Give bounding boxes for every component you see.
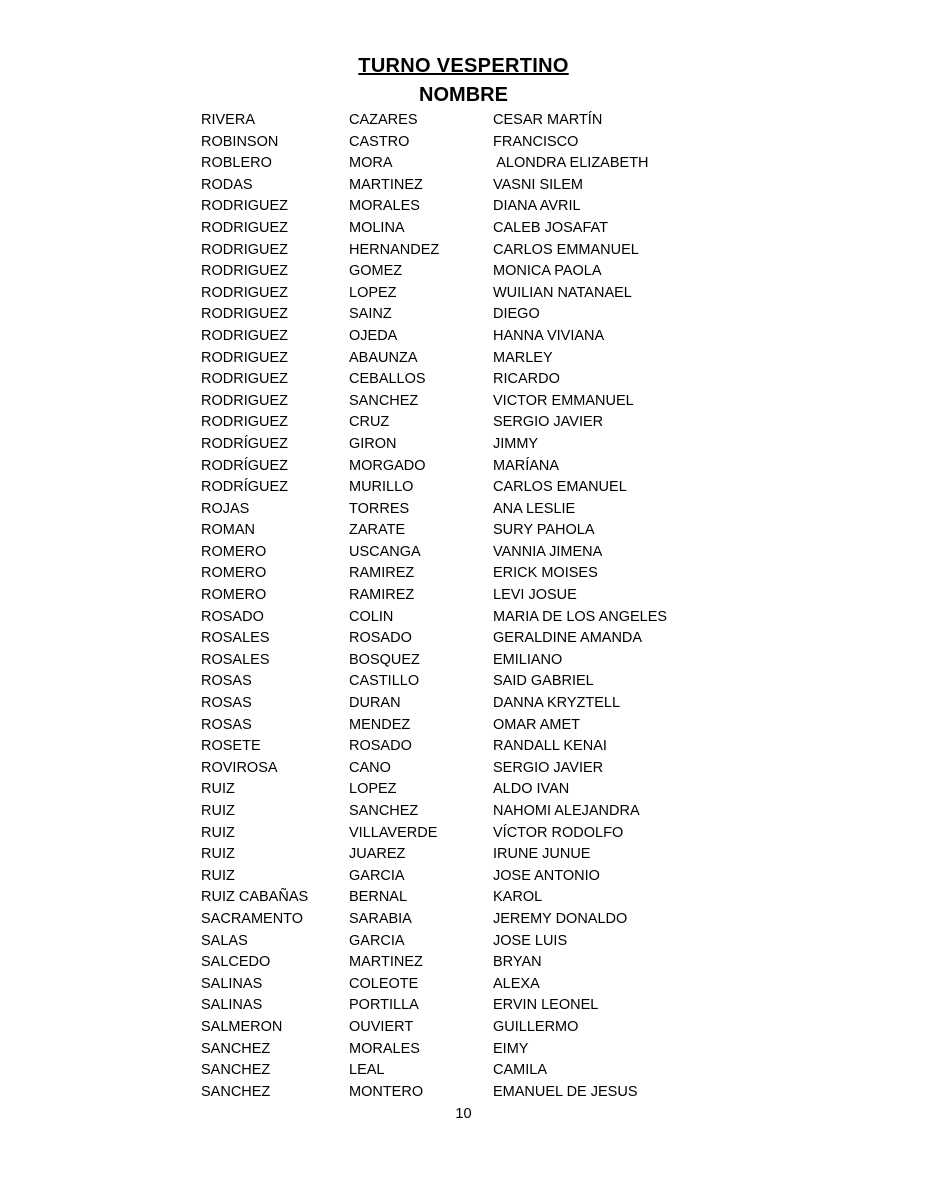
first-surname: ROSADO (201, 608, 264, 625)
given-names: GERALDINE AMANDA (493, 630, 643, 647)
given-names: VICTOR EMMANUEL (493, 392, 634, 409)
second-surname: LEAL (349, 1062, 385, 1079)
given-names: FRANCISCO (493, 133, 579, 150)
list-item (201, 520, 741, 542)
given-names: MARLEY (493, 349, 553, 366)
second-surname: SAINZ (349, 306, 392, 323)
first-surname: SANCHEZ (201, 1062, 271, 1079)
second-surname: GIRON (349, 435, 397, 452)
first-surname: ROSETE (201, 738, 261, 755)
first-surname: RODRIGUEZ (201, 327, 288, 344)
first-surname: ROSALES (201, 630, 270, 647)
second-surname: MURILLO (349, 479, 414, 496)
first-surname: RODRIGUEZ (201, 284, 288, 301)
second-surname: ROSADO (349, 738, 412, 755)
given-names: DANNA KRYZTELL (493, 695, 621, 712)
list-item (201, 1039, 741, 1061)
second-surname: OJEDA (349, 327, 398, 344)
first-surname: ROSAS (201, 695, 252, 712)
second-surname: RAMIREZ (349, 587, 415, 604)
second-surname: MOLINA (349, 219, 405, 236)
given-names: CALEB JOSAFAT (493, 219, 608, 236)
first-surname: RODRIGUEZ (201, 414, 288, 431)
list-item (201, 348, 741, 370)
given-names: SURY PAHOLA (493, 522, 595, 539)
first-surname: RODRIGUEZ (201, 263, 288, 280)
second-surname: GARCIA (349, 867, 405, 884)
given-names: ALEXA (493, 975, 540, 992)
first-surname: RODRIGUEZ (201, 349, 288, 366)
given-names: IRUNE JUNUE (493, 846, 591, 863)
column-heading: NOMBRE (419, 84, 508, 106)
list-item (201, 909, 741, 931)
second-surname: ABAUNZA (349, 349, 418, 366)
list-item (201, 304, 741, 326)
given-names: BRYAN (493, 954, 542, 971)
given-names: ALONDRA ELIZABETH (493, 155, 649, 172)
list-item (201, 715, 741, 737)
first-surname: RODRIGUEZ (201, 371, 288, 388)
given-names: ANA LESLIE (493, 500, 576, 517)
second-surname: USCANGA (349, 543, 421, 560)
list-item (201, 283, 741, 305)
given-names: ALDO IVAN (493, 781, 570, 798)
given-names: VÍCTOR RODOLFO (493, 824, 624, 841)
second-surname: SANCHEZ (349, 803, 419, 819)
second-surname: ROSADO (349, 630, 412, 647)
second-surname: COLIN (349, 608, 394, 625)
first-surname: RODRIGUEZ (201, 306, 288, 323)
first-surname: ROMERO (201, 543, 267, 560)
list-item (201, 326, 741, 348)
first-surname: ROBLERO (201, 155, 272, 172)
first-surname: RUIZ (201, 803, 235, 819)
given-names: RANDALL KENAI (493, 738, 607, 755)
first-surname: ROJAS (201, 500, 250, 517)
given-names: SERGIO JAVIER (493, 414, 604, 431)
given-names: NAHOMI ALEJANDRA (493, 803, 640, 819)
first-surname: RUIZ (201, 824, 235, 841)
second-surname: CANO (349, 759, 391, 776)
list-item (201, 110, 741, 132)
list-item (201, 132, 741, 154)
second-surname: CRUZ (349, 414, 390, 431)
list-item (201, 261, 741, 283)
list-item (201, 823, 741, 845)
name-list (201, 110, 741, 1103)
first-surname: ROSAS (201, 716, 252, 733)
first-surname: ROSALES (201, 651, 270, 668)
list-item (201, 779, 741, 801)
given-names: SERGIO JAVIER (493, 759, 604, 776)
list-item (201, 499, 741, 521)
list-item (201, 412, 741, 434)
list-item (201, 369, 741, 391)
second-surname: BOSQUEZ (349, 651, 420, 668)
list-item (201, 434, 741, 456)
list-item (201, 974, 741, 996)
list-item (201, 628, 741, 650)
list-item (201, 931, 741, 953)
list-item (201, 736, 741, 758)
first-surname: SACRAMENTO (201, 910, 304, 927)
given-names: VANNIA JIMENA (493, 543, 603, 560)
list-item (201, 758, 741, 780)
given-names: CARLOS EMMANUEL (493, 241, 639, 258)
first-surname: RODRIGUEZ (201, 219, 288, 236)
given-names: VASNI SILEM (493, 176, 583, 193)
second-surname: MORA (349, 155, 393, 172)
given-names: EMILIANO (493, 651, 563, 668)
second-surname: SANCHEZ (349, 392, 419, 409)
list-item (201, 995, 741, 1017)
second-surname: GARCIA (349, 932, 405, 949)
list-item (201, 650, 741, 672)
second-surname: DURAN (349, 695, 401, 712)
first-surname: ROBINSON (201, 133, 279, 150)
second-surname: RAMIREZ (349, 565, 415, 582)
second-surname: MARTINEZ (349, 176, 423, 193)
second-surname: OUVIERT (349, 1018, 414, 1035)
list-item (201, 196, 741, 218)
first-surname: RIVERA (201, 112, 255, 128)
given-names: EMANUEL DE JESUS (493, 1083, 638, 1100)
first-surname: ROSAS (201, 673, 252, 690)
list-item (201, 607, 741, 629)
given-names: WUILIAN NATANAEL (493, 284, 632, 301)
second-surname: MONTERO (349, 1083, 424, 1100)
page-title: TURNO VESPERTINO (358, 55, 569, 77)
list-item (201, 693, 741, 715)
given-names: ERICK MOISES (493, 565, 598, 582)
first-surname: SALAS (201, 932, 248, 949)
given-names: JOSE ANTONIO (493, 867, 600, 884)
given-names: KAROL (493, 889, 543, 906)
given-names: DIEGO (493, 306, 540, 323)
given-names: OMAR AMET (493, 716, 581, 733)
second-surname: BERNAL (349, 889, 408, 906)
first-surname: RUIZ (201, 781, 235, 798)
list-item (201, 477, 741, 499)
list-item (201, 1060, 741, 1082)
page-number: 10 (455, 1106, 472, 1122)
second-surname: MENDEZ (349, 716, 411, 733)
given-names: LEVI JOSUE (493, 587, 577, 604)
second-surname: MARTINEZ (349, 954, 423, 971)
second-surname: ZARATE (349, 522, 406, 539)
first-surname: SANCHEZ (201, 1040, 271, 1057)
given-names: HANNA VIVIANA (493, 327, 605, 344)
list-item (201, 801, 741, 823)
first-surname: SANCHEZ (201, 1083, 271, 1100)
first-surname: RODRÍGUEZ (201, 457, 288, 474)
second-surname: MORALES (349, 198, 420, 215)
second-surname: CASTRO (349, 133, 410, 150)
second-surname: CASTILLO (349, 673, 420, 690)
first-surname: RODAS (201, 176, 253, 193)
first-surname: SALINAS (201, 997, 263, 1014)
given-names: CAMILA (493, 1062, 547, 1079)
given-names: EIMY (493, 1040, 529, 1057)
second-surname: VILLAVERDE (349, 824, 438, 841)
given-names: MARÍANA (493, 457, 560, 474)
second-surname: CEBALLOS (349, 371, 426, 388)
given-names: RICARDO (493, 371, 560, 388)
list-item (201, 952, 741, 974)
second-surname: MORGADO (349, 457, 426, 474)
given-names: JIMMY (493, 435, 539, 452)
first-surname: RODRIGUEZ (201, 198, 288, 215)
given-names: ERVIN LEONEL (493, 997, 599, 1014)
second-surname: TORRES (349, 500, 410, 517)
list-item (201, 844, 741, 866)
second-surname: CAZARES (349, 112, 418, 128)
second-surname: PORTILLA (349, 997, 419, 1014)
second-surname: HERNANDEZ (349, 241, 440, 258)
given-names: MARIA DE LOS ANGELES (493, 608, 668, 625)
first-surname: ROMERO (201, 565, 267, 582)
given-names: GUILLERMO (493, 1018, 579, 1035)
given-names: SAID GABRIEL (493, 673, 594, 690)
given-names: CESAR MARTÍN (493, 112, 603, 128)
second-surname: MORALES (349, 1040, 420, 1057)
first-surname: RUIZ (201, 846, 235, 863)
list-item (201, 866, 741, 888)
first-surname: RODRIGUEZ (201, 392, 288, 409)
given-names: DIANA AVRIL (493, 198, 581, 215)
list-item (201, 391, 741, 413)
given-names: MONICA PAOLA (493, 263, 602, 280)
list-item (201, 542, 741, 564)
first-surname: SALCEDO (201, 954, 271, 971)
second-surname: COLEOTE (349, 975, 419, 992)
first-surname: RODRIGUEZ (201, 241, 288, 258)
given-names: CARLOS EMANUEL (493, 479, 627, 496)
list-item (201, 563, 741, 585)
second-surname: LOPEZ (349, 284, 397, 301)
given-names: JEREMY DONALDO (493, 910, 628, 927)
second-surname: SARABIA (349, 910, 412, 927)
list-item (201, 218, 741, 240)
list-item (201, 1082, 741, 1104)
first-surname: ROVIROSA (201, 759, 278, 776)
first-surname: ROMERO (201, 587, 267, 604)
list-item (201, 671, 741, 693)
first-surname: RUIZ (201, 867, 235, 884)
list-item (201, 240, 741, 262)
second-surname: GOMEZ (349, 263, 403, 280)
first-surname: SALINAS (201, 975, 263, 992)
list-item (201, 175, 741, 197)
second-surname: LOPEZ (349, 781, 397, 798)
list-item (201, 153, 741, 175)
given-names: JOSE LUIS (493, 932, 568, 949)
first-surname: ROMAN (201, 522, 255, 539)
first-surname: RODRÍGUEZ (201, 479, 288, 496)
first-surname: RODRÍGUEZ (201, 435, 288, 452)
list-item (201, 456, 741, 478)
list-item (201, 1017, 741, 1039)
first-surname: SALMERON (201, 1018, 283, 1035)
first-surname: RUIZ CABAÑAS (201, 889, 309, 906)
list-item (201, 585, 741, 607)
list-item (201, 887, 741, 909)
second-surname: JUAREZ (349, 846, 406, 863)
